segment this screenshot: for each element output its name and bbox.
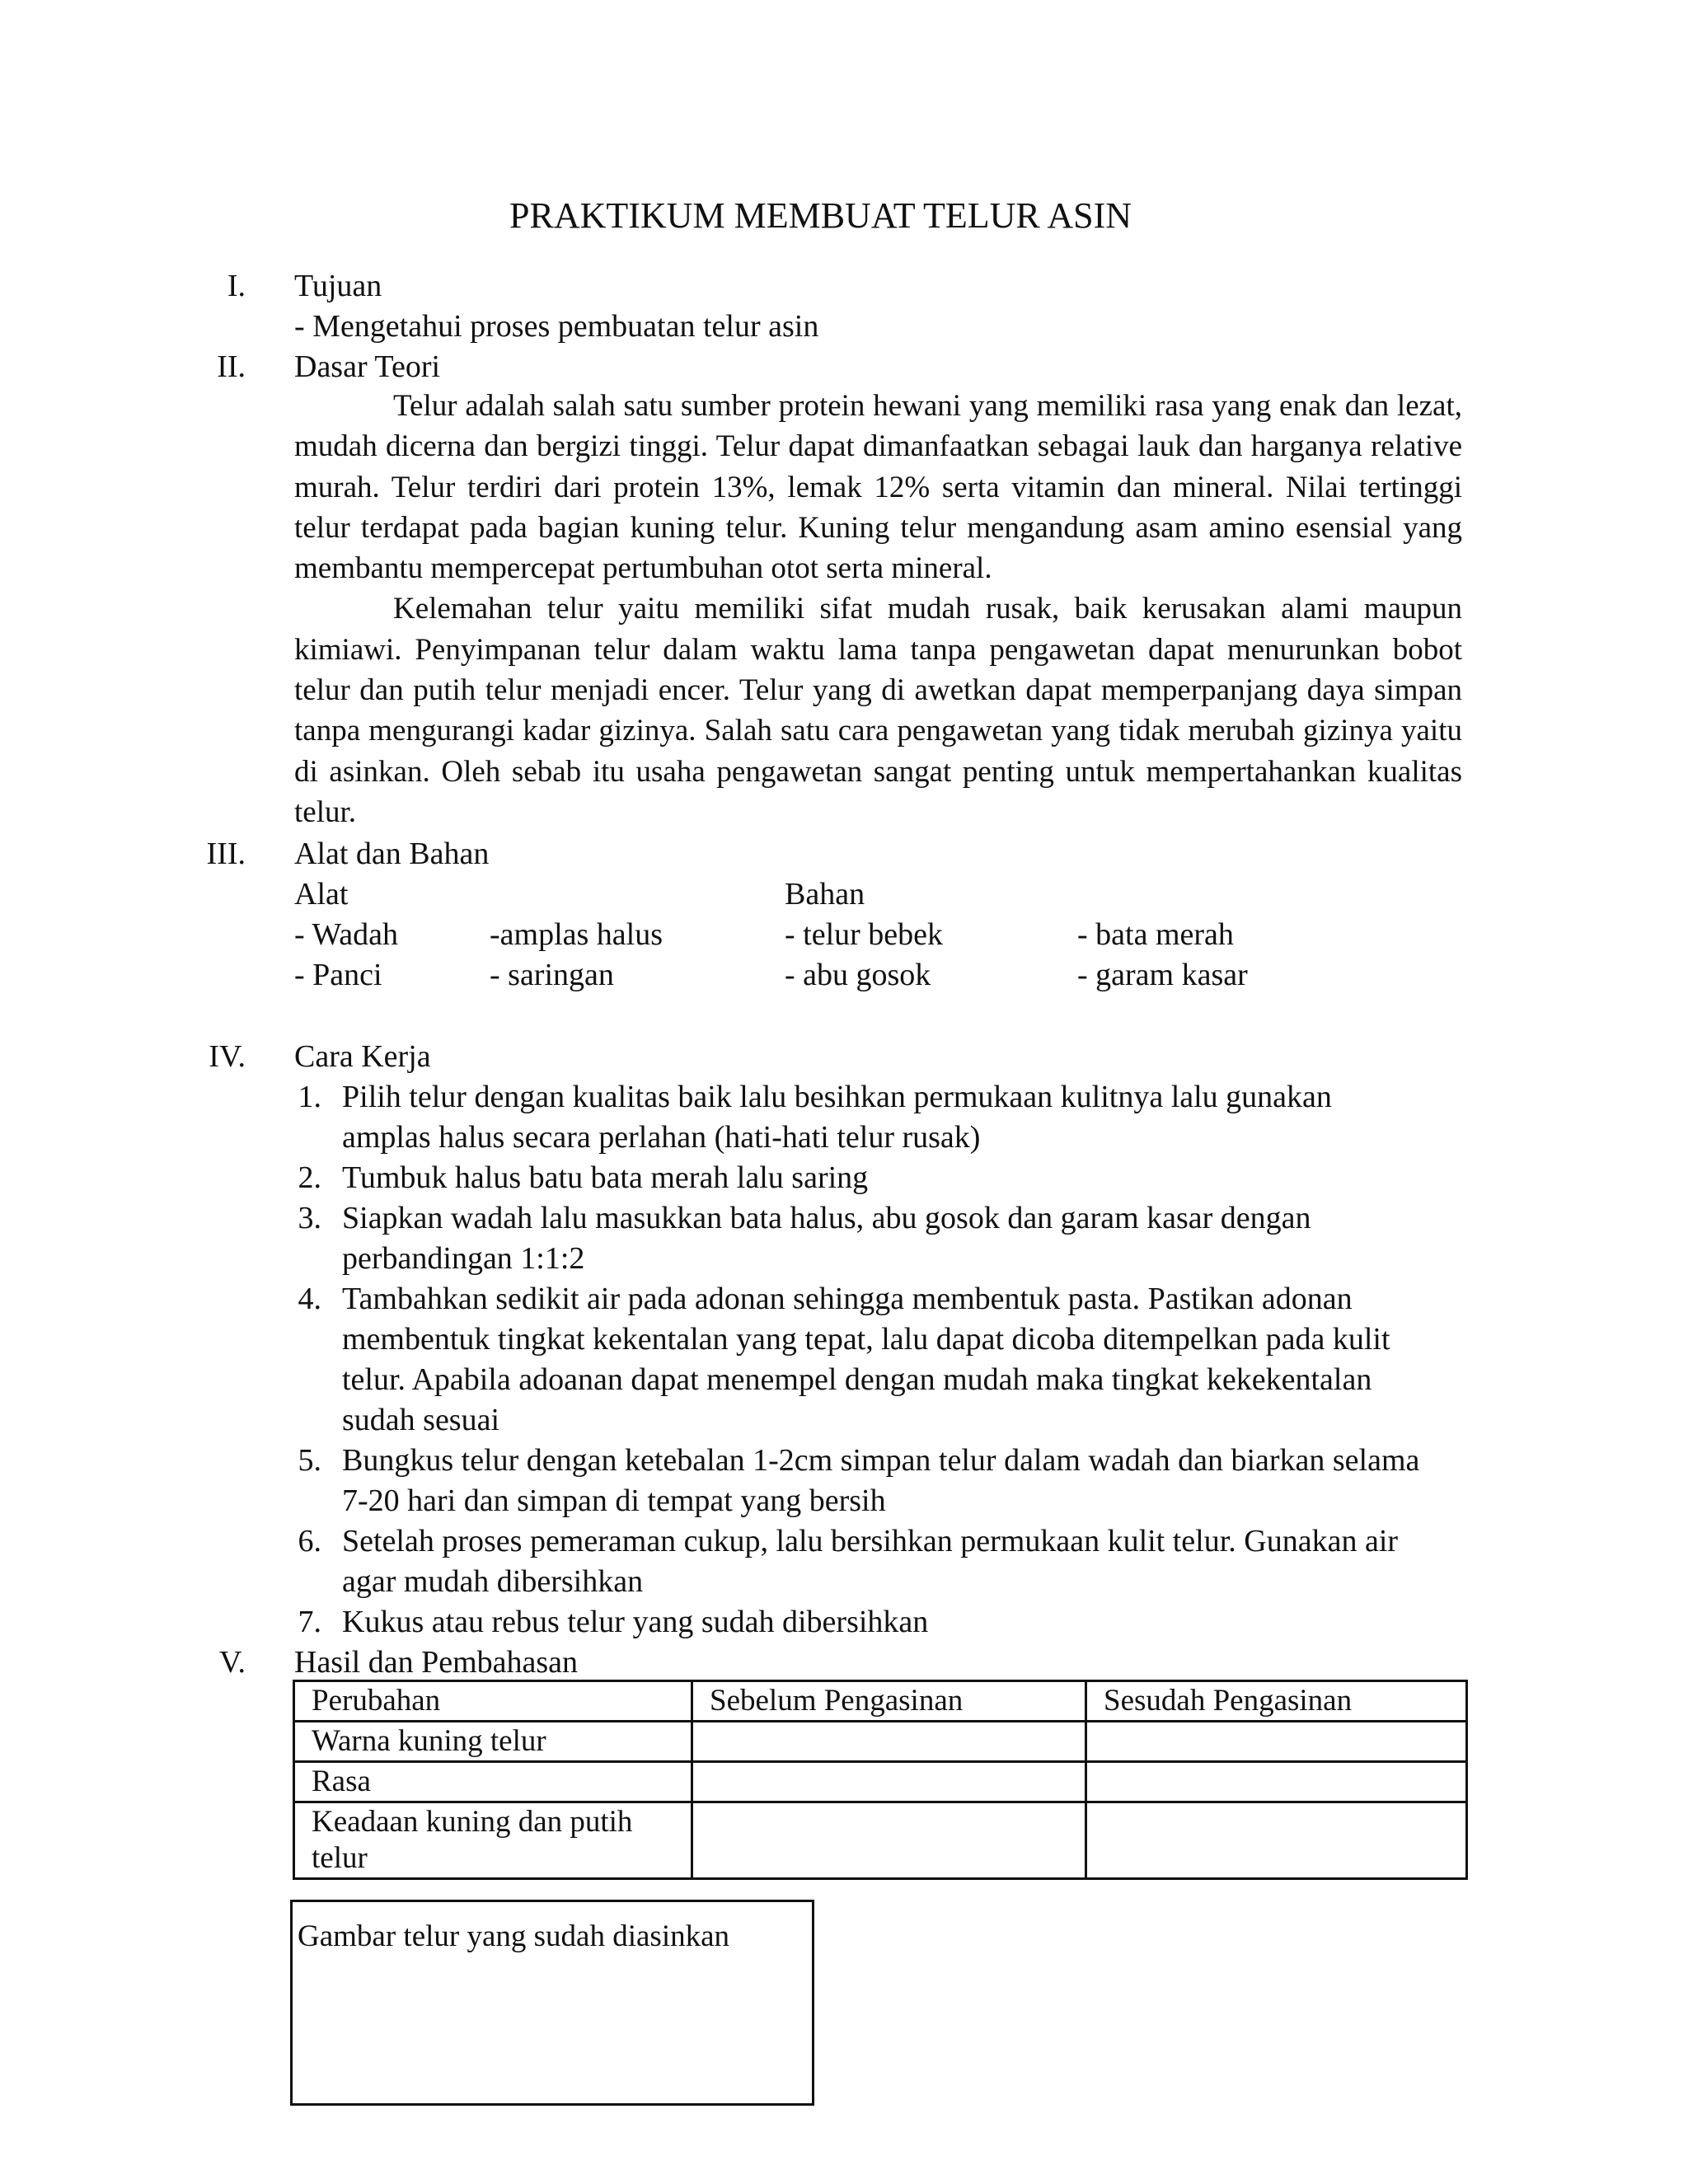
alat-item: - Panci bbox=[294, 958, 382, 992]
table-row bbox=[294, 1762, 1467, 1802]
table-cell bbox=[1086, 1762, 1467, 1802]
table-cell: Keadaan kuning dan putih telur bbox=[294, 1802, 692, 1879]
table-cell bbox=[692, 1722, 1086, 1762]
table-cell bbox=[1086, 1802, 1467, 1879]
step-text: Kukus atau rebus telur yang sudah dibersihkan bbox=[342, 1605, 929, 1639]
dasar-teori-body bbox=[294, 386, 1462, 832]
table-header-cell: Sesudah Pengasinan bbox=[1086, 1681, 1467, 1722]
tujuan-item: - Mengetahui proses pembuatan telur asin bbox=[294, 309, 819, 344]
section-number-5: V. bbox=[218, 1645, 246, 1680]
table-row bbox=[294, 1722, 1467, 1762]
section-heading-cara-kerja: Cara Kerja bbox=[294, 1039, 431, 1074]
alat-item: -amplas halus bbox=[490, 917, 663, 952]
bahan-item: - abu gosok bbox=[785, 958, 931, 992]
step-number: 2. bbox=[298, 1160, 321, 1195]
step-text: telur. Apabila adoanan dapat menempel dengan mudah maka tingkat kekekentalan bbox=[342, 1362, 1372, 1397]
alat-item: - Wadah bbox=[294, 917, 399, 952]
section-number-2: II. bbox=[217, 349, 246, 384]
bahan-item: - telur bebek bbox=[785, 917, 944, 952]
step-text: 7-20 hari dan simpan di tempat yang bersih bbox=[342, 1483, 886, 1518]
step-number: 5. bbox=[298, 1443, 321, 1478]
bahan-item: - bata merah bbox=[1077, 917, 1234, 952]
section-heading-alat-bahan: Alat dan Bahan bbox=[294, 837, 490, 871]
step-number: 7. bbox=[298, 1605, 321, 1639]
results-table bbox=[293, 1680, 1468, 1880]
step-number: 3. bbox=[298, 1201, 321, 1235]
page-title: PRAKTIKUM MEMBUAT TELUR ASIN bbox=[509, 195, 1132, 236]
section-number-1: I. bbox=[227, 269, 246, 303]
table-cell bbox=[1086, 1722, 1467, 1762]
dasar-teori-paragraph-1: Telur adalah salah satu sumber protein hewani yang memiliki rasa yang enak dan lezat, mudah dicerna dan bergizi tinggi. Telur dapat dimanfaatkan sebagai lauk dan harganya relative murah. Telur terdiri dari protein 13%, lemak 12% serta vitamin dan mineral. Nilai tertinggi telur terdapat pada bagian kuning telur. Kuning telur mengandung asam amino esensial yang membantu mempercepat pertumbuhan otot serta mineral. bbox=[294, 389, 1462, 586]
alat-label: Alat bbox=[294, 877, 349, 912]
step-text: Tambahkan sedikit air pada adonan sehingga membentuk pasta. Pastikan adonan bbox=[342, 1282, 1353, 1316]
table-cell: Warna kuning telur bbox=[294, 1722, 692, 1762]
step-text: agar mudah dibersihkan bbox=[342, 1564, 644, 1599]
table-row bbox=[294, 1802, 1467, 1879]
section-number-3: III. bbox=[206, 837, 246, 871]
step-text: Siapkan wadah lalu masukkan bata halus, abu gosok dan garam kasar dengan bbox=[342, 1201, 1311, 1235]
picture-box bbox=[290, 1900, 814, 2106]
table-header-cell: Perubahan bbox=[294, 1681, 692, 1722]
step-text: amplas halus secara perlahan (hati-hati telur rusak) bbox=[342, 1120, 981, 1155]
step-text: Setelah proses pemeraman cukup, lalu bersihkan permukaan kulit telur. Gunakan air bbox=[342, 1524, 1399, 1558]
step-number: 4. bbox=[298, 1282, 321, 1316]
step-text: sudah sesuai bbox=[342, 1403, 500, 1437]
section-heading-tujuan: Tujuan bbox=[294, 269, 382, 303]
table-cell bbox=[692, 1762, 1086, 1802]
step-text: perbandingan 1:1:2 bbox=[342, 1241, 585, 1276]
dasar-teori-paragraph-2: Kelemahan telur yaitu memiliki sifat mudah rusak, baik kerusakan alami maupun kimiawi. Penyimpanan telur dalam waktu lama tanpa pengawetan dapat menurunkan bobot telur dan putih telur menjadi encer. Telur yang di awetkan dapat memperpanjang daya simpan tanpa mengurangi kadar gizinya. Salah satu cara pengawetan yang tidak merubah gizinya yaitu di asinkan. Oleh sebab itu usaha pengawetan sangat penting untuk mempertahankan kualitas telur. bbox=[294, 592, 1462, 829]
alat-item: - saringan bbox=[490, 958, 614, 992]
section-heading-hasil: Hasil dan Pembahasan bbox=[294, 1645, 579, 1680]
table-cell: Rasa bbox=[294, 1762, 692, 1802]
section-heading-dasar-teori: Dasar Teori bbox=[294, 349, 441, 384]
table-header-cell: Sebelum Pengasinan bbox=[692, 1681, 1086, 1722]
picture-box-label: Gambar telur yang sudah diasinkan bbox=[298, 1919, 730, 1953]
step-number: 1. bbox=[298, 1080, 321, 1114]
step-text: membentuk tingkat kekentalan yang tepat, lalu dapat dicoba ditempelkan pada kulit bbox=[342, 1322, 1390, 1357]
bahan-item: - garam kasar bbox=[1077, 958, 1248, 992]
step-text: Pilih telur dengan kualitas baik lalu besihkan permukaan kulitnya lalu gunakan bbox=[342, 1080, 1332, 1114]
step-number: 6. bbox=[298, 1524, 321, 1558]
table-cell bbox=[692, 1802, 1086, 1879]
section-number-4: IV. bbox=[209, 1039, 246, 1074]
table-header-row bbox=[294, 1681, 1467, 1722]
step-text: Bungkus telur dengan ketebalan 1-2cm simpan telur dalam wadah dan biarkan selama bbox=[342, 1443, 1420, 1478]
bahan-label: Bahan bbox=[785, 877, 865, 912]
step-text: Tumbuk halus batu bata merah lalu saring bbox=[342, 1160, 869, 1195]
